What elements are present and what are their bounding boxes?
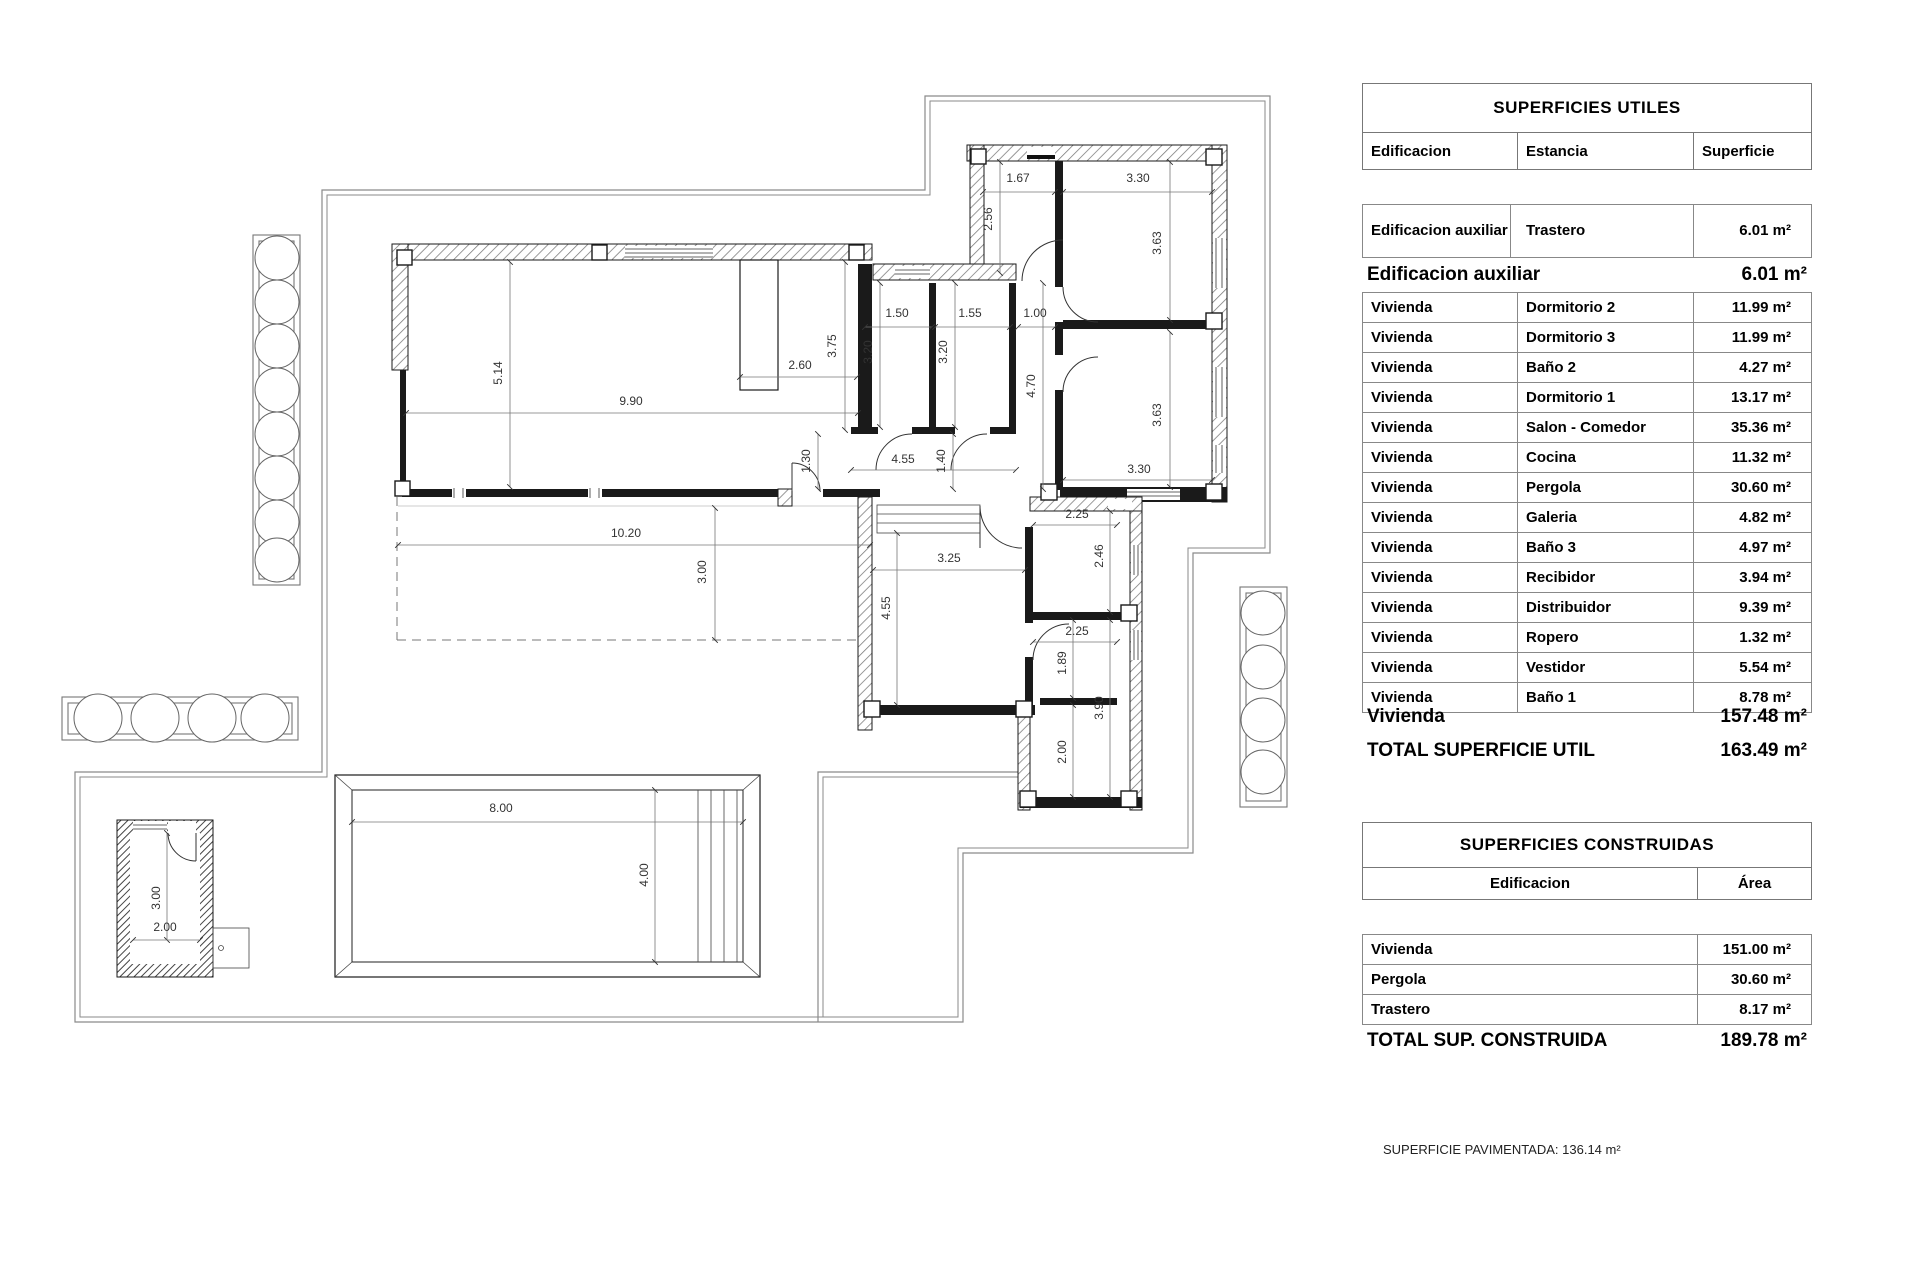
superficies-construidas-table <box>1362 822 1812 900</box>
dorm1-bottom-wall <box>866 705 1035 715</box>
superficies-utiles-table <box>1362 83 1812 170</box>
dimension-label: 3.63 <box>1150 231 1164 255</box>
swimming-pool <box>335 775 760 977</box>
table-cell: Recibidor <box>1518 563 1694 592</box>
aux-estancia-cell: Trastero <box>1518 205 1694 257</box>
utiles-rows <box>1362 293 1812 713</box>
table-cell: Salon - Comedor <box>1518 413 1694 442</box>
table-row <box>1362 994 1812 1025</box>
column-header-edificacion: Edificacion <box>1363 868 1698 899</box>
table-cell: Baño 3 <box>1518 533 1694 562</box>
table-cell: Vestidor <box>1518 653 1694 682</box>
table-cell: Dormitorio 3 <box>1518 323 1694 352</box>
table-cell: 11.32 m² <box>1731 448 1791 466</box>
dimension-label: 4.55 <box>891 452 915 466</box>
table-cell: 4.27 m² <box>1739 358 1791 376</box>
dimension-label: 4.70 <box>1024 374 1038 398</box>
utiles-totals <box>1362 700 1812 768</box>
table-cell: Vivienda <box>1363 383 1518 412</box>
table-cell: 11.99 m² <box>1731 298 1791 316</box>
table-row <box>1362 382 1812 413</box>
table-cell: 9.39 m² <box>1739 598 1791 616</box>
table-cell: 8.78 m² <box>1739 688 1791 706</box>
dimension-label: 3.75 <box>825 334 839 358</box>
dimension-label: 3.00 <box>149 886 163 910</box>
dimension-label: 2.25 <box>1065 624 1089 638</box>
bedroom-divider-wall <box>1063 320 1212 329</box>
kitchen-island <box>740 260 778 390</box>
dimension-label: 2.60 <box>788 358 812 372</box>
table-cell: 30.60 m² <box>1730 478 1791 496</box>
vivienda-subtotal-value: 157.48 m² <box>1720 706 1807 727</box>
dimension-label: 4.00 <box>637 863 651 887</box>
table-cell: Cocina <box>1518 443 1694 472</box>
table-cell: Vivienda <box>1363 473 1518 502</box>
aux-edificacion-cell: Edificacion auxiliar <box>1363 205 1511 257</box>
dimension-label: 9.90 <box>619 394 643 408</box>
table-cell: 30.60 m² <box>1730 970 1791 988</box>
table-cell: Vivienda <box>1363 443 1518 472</box>
dimension-label: 3.90 <box>1092 696 1106 720</box>
dimension-label: 2.46 <box>1092 544 1106 568</box>
dimension-label: 1.67 <box>1006 171 1030 185</box>
dimension-label: 8.00 <box>489 801 513 815</box>
total-construida-label: TOTAL SUP. CONSTRUIDA <box>1367 1030 1608 1051</box>
dimension-label: 1.50 <box>885 306 909 320</box>
table-cell: 13.17 m² <box>1730 388 1791 406</box>
dimension-label: 1.89 <box>1055 651 1069 675</box>
table-cell: Vivienda <box>1363 653 1518 682</box>
table-row <box>1362 532 1812 563</box>
total-construida-row <box>1362 1024 1812 1058</box>
table-cell: 35.36 m² <box>1730 418 1791 436</box>
dimension-label: 3.30 <box>1126 171 1150 185</box>
table-cell: 4.82 m² <box>1739 508 1791 526</box>
table-cell: Vivienda <box>1363 503 1518 532</box>
utiles-aux-section <box>1362 205 1812 292</box>
total-util-value: 163.49 m² <box>1720 740 1807 761</box>
vivienda-subtotal-row <box>1362 700 1812 734</box>
table-cell: Galeria <box>1518 503 1694 532</box>
dimension-label: 1.55 <box>958 306 982 320</box>
construidas-rows <box>1362 935 1812 1025</box>
dimension-label: 3.30 <box>1127 462 1151 476</box>
table-row <box>1362 934 1812 965</box>
table-cell: Distribuidor <box>1518 593 1694 622</box>
table-row <box>1362 412 1812 443</box>
construidas-total <box>1362 1024 1812 1058</box>
table-cell: 8.17 m² <box>1739 1000 1791 1018</box>
table-cell: 5.54 m² <box>1739 658 1791 676</box>
table-cell: Vivienda <box>1363 563 1518 592</box>
column-header-area: Área <box>1737 875 1772 892</box>
dimension-label: 1.30 <box>799 449 813 473</box>
table-cell: Trastero <box>1363 995 1698 1024</box>
dimension-label: 10.20 <box>610 526 642 540</box>
vivienda-subtotal-label: Vivienda <box>1367 706 1445 727</box>
pergola-outline <box>397 497 868 640</box>
table-row <box>1362 652 1812 683</box>
planter-right <box>1240 587 1287 807</box>
dimension-label: 2.56 <box>981 207 995 231</box>
column-header-estancia: Estancia <box>1518 133 1694 169</box>
table-row <box>1362 562 1812 593</box>
dimension-label: 2.25 <box>1065 507 1089 521</box>
table-cell: Vivienda <box>1363 293 1518 322</box>
aux-superficie-cell: 6.01 m² <box>1739 222 1791 240</box>
table-cell: Vivienda <box>1363 623 1518 652</box>
dimension-label: 3.63 <box>1150 403 1164 427</box>
table-cell: Vivienda <box>1363 323 1518 352</box>
table-row <box>1362 592 1812 623</box>
table-cell: Pergola <box>1518 473 1694 502</box>
table-row <box>1362 292 1812 323</box>
total-util-row <box>1362 734 1812 768</box>
paved-surface-note: SUPERFICIE PAVIMENTADA: 136.14 m² <box>1383 1142 1621 1157</box>
table-cell: Vivienda <box>1363 683 1518 712</box>
table-row <box>1362 622 1812 653</box>
table-cell: 1.32 m² <box>1739 628 1791 646</box>
table-row <box>1362 204 1812 258</box>
dimension-label: 5.14 <box>491 361 505 385</box>
table-row <box>1362 322 1812 353</box>
table-cell: Baño 1 <box>1518 683 1694 712</box>
aux-subtotal-row <box>1362 258 1812 292</box>
table-cell: Dormitorio 1 <box>1518 383 1694 412</box>
table-cell: Vivienda <box>1363 533 1518 562</box>
dimension-label: 1.00 <box>1023 306 1047 320</box>
aux-subtotal-value: 6.01 m² <box>1741 264 1807 285</box>
trastero-building <box>117 820 249 977</box>
column-header-edificacion: Edificacion <box>1363 133 1518 169</box>
table-cell: 3.94 m² <box>1739 568 1791 586</box>
table-cell: Vivienda <box>1363 593 1518 622</box>
planter-bottom <box>62 694 298 742</box>
table-row <box>1362 472 1812 503</box>
dimension-label: 1.40 <box>934 449 948 473</box>
construidas-table-title: SUPERFICIES CONSTRUIDAS <box>1362 822 1812 868</box>
table-row <box>1362 964 1812 995</box>
table-cell: Ropero <box>1518 623 1694 652</box>
dimension-label: 2.00 <box>1055 740 1069 764</box>
table-cell: 151.00 m² <box>1722 940 1791 958</box>
table-cell: 11.99 m² <box>1731 328 1791 346</box>
table-row <box>1362 352 1812 383</box>
wing-top-wall <box>967 145 1227 161</box>
dimension-label: 3.20 <box>861 340 875 364</box>
total-construida-value: 189.78 m² <box>1720 1030 1807 1051</box>
table-cell: Baño 2 <box>1518 353 1694 382</box>
table-row <box>1362 502 1812 533</box>
dimension-label: 3.20 <box>936 340 950 364</box>
table-cell: Vivienda <box>1363 413 1518 442</box>
table-cell: Vivienda <box>1363 935 1698 964</box>
column-header-superficie: Superficie <box>1702 142 1775 160</box>
table-cell: Vivienda <box>1363 353 1518 382</box>
dimension-label: 3.25 <box>937 551 961 565</box>
utiles-column-headers <box>1362 133 1812 170</box>
table-cell: Pergola <box>1363 965 1698 994</box>
table-row <box>1362 442 1812 473</box>
dimension-label: 3.00 <box>695 560 709 584</box>
total-util-label: TOTAL SUPERFICIE UTIL <box>1367 740 1596 761</box>
dimension-label: 4.55 <box>879 596 893 620</box>
pool-steps <box>698 790 737 962</box>
construidas-column-headers <box>1362 868 1812 900</box>
dimension-label: 2.00 <box>153 920 177 934</box>
aux-subtotal-label: Edificacion auxiliar <box>1367 264 1541 285</box>
planter-left <box>253 235 300 585</box>
utiles-table-title: SUPERFICIES UTILES <box>1362 83 1812 133</box>
table-cell: Dormitorio 2 <box>1518 293 1694 322</box>
recibidor-left-wall <box>858 497 872 730</box>
table-cell: 4.97 m² <box>1739 538 1791 556</box>
